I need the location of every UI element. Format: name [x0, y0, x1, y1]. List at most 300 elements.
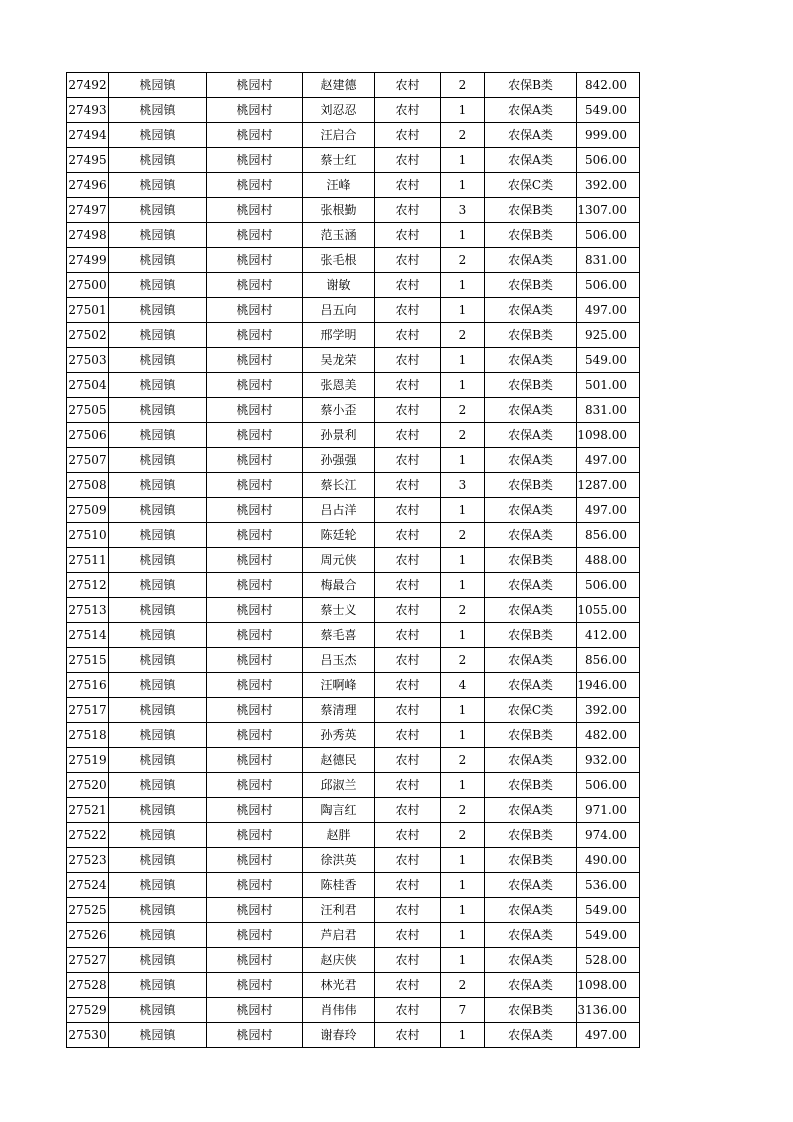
table-row — [67, 948, 640, 973]
cell-type: 农村 — [375, 973, 441, 998]
cell-type: 农村 — [375, 748, 441, 773]
cell-name: 周元侠 — [303, 548, 375, 573]
table-row — [67, 198, 640, 223]
cell-count: 1 — [441, 98, 485, 123]
cell-amount: 488.00 — [577, 548, 640, 573]
cell-town: 桃园镇 — [109, 348, 207, 373]
cell-type: 农村 — [375, 698, 441, 723]
cell-type: 农村 — [375, 648, 441, 673]
table-row — [67, 423, 640, 448]
cell-town: 桃园镇 — [109, 998, 207, 1023]
cell-village: 桃园村 — [207, 798, 303, 823]
cell-id: 27509 — [67, 498, 109, 523]
cell-name: 梅最合 — [303, 573, 375, 598]
table-row — [67, 248, 640, 273]
cell-id: 27501 — [67, 298, 109, 323]
cell-category: 农保B类 — [485, 223, 577, 248]
cell-count: 1 — [441, 723, 485, 748]
cell-name: 谢春玲 — [303, 1023, 375, 1048]
cell-id: 27528 — [67, 973, 109, 998]
cell-id: 27508 — [67, 473, 109, 498]
cell-category: 农保B类 — [485, 273, 577, 298]
cell-type: 农村 — [375, 398, 441, 423]
cell-count: 1 — [441, 223, 485, 248]
cell-type: 农村 — [375, 448, 441, 473]
cell-town: 桃园镇 — [109, 523, 207, 548]
cell-town: 桃园镇 — [109, 873, 207, 898]
cell-count: 2 — [441, 123, 485, 148]
cell-town: 桃园镇 — [109, 723, 207, 748]
cell-village: 桃园村 — [207, 473, 303, 498]
cell-name: 邱淑兰 — [303, 773, 375, 798]
cell-id: 27518 — [67, 723, 109, 748]
cell-town: 桃园镇 — [109, 273, 207, 298]
cell-name: 孙秀英 — [303, 723, 375, 748]
cell-name: 孙强强 — [303, 448, 375, 473]
table-row — [67, 273, 640, 298]
cell-count: 3 — [441, 198, 485, 223]
cell-id: 27502 — [67, 323, 109, 348]
cell-name: 汪峰 — [303, 173, 375, 198]
cell-id: 27514 — [67, 623, 109, 648]
cell-name: 陈廷轮 — [303, 523, 375, 548]
cell-id: 27517 — [67, 698, 109, 723]
cell-type: 农村 — [375, 198, 441, 223]
cell-type: 农村 — [375, 598, 441, 623]
cell-town: 桃园镇 — [109, 973, 207, 998]
cell-name: 陈桂香 — [303, 873, 375, 898]
cell-amount: 856.00 — [577, 648, 640, 673]
cell-town: 桃园镇 — [109, 623, 207, 648]
cell-id: 27510 — [67, 523, 109, 548]
cell-count: 1 — [441, 448, 485, 473]
cell-village: 桃园村 — [207, 548, 303, 573]
cell-count: 2 — [441, 423, 485, 448]
cell-category: 农保A类 — [485, 448, 577, 473]
cell-type: 农村 — [375, 323, 441, 348]
cell-name: 吕玉杰 — [303, 648, 375, 673]
cell-type: 农村 — [375, 998, 441, 1023]
table-row — [67, 548, 640, 573]
cell-name: 赵胖 — [303, 823, 375, 848]
cell-count: 2 — [441, 248, 485, 273]
cell-village: 桃园村 — [207, 848, 303, 873]
table-row — [67, 748, 640, 773]
cell-id: 27521 — [67, 798, 109, 823]
cell-category: 农保A类 — [485, 298, 577, 323]
cell-count: 1 — [441, 548, 485, 573]
table-row — [67, 623, 640, 648]
table-row — [67, 473, 640, 498]
cell-village: 桃园村 — [207, 823, 303, 848]
cell-village: 桃园村 — [207, 298, 303, 323]
cell-count: 3 — [441, 473, 485, 498]
cell-category: 农保A类 — [485, 648, 577, 673]
cell-id: 27496 — [67, 173, 109, 198]
cell-amount: 971.00 — [577, 798, 640, 823]
cell-type: 农村 — [375, 623, 441, 648]
cell-id: 27504 — [67, 373, 109, 398]
cell-amount: 506.00 — [577, 273, 640, 298]
cell-amount: 412.00 — [577, 623, 640, 648]
cell-count: 1 — [441, 923, 485, 948]
table-row — [67, 848, 640, 873]
cell-amount: 999.00 — [577, 123, 640, 148]
cell-amount: 831.00 — [577, 398, 640, 423]
cell-count: 1 — [441, 498, 485, 523]
cell-name: 张根勤 — [303, 198, 375, 223]
cell-amount: 1098.00 — [577, 973, 640, 998]
cell-village: 桃园村 — [207, 448, 303, 473]
cell-id: 27495 — [67, 148, 109, 173]
cell-type: 农村 — [375, 798, 441, 823]
cell-name: 吕五向 — [303, 298, 375, 323]
cell-name: 谢敏 — [303, 273, 375, 298]
cell-amount: 3136.00 — [577, 998, 640, 1023]
cell-count: 1 — [441, 848, 485, 873]
cell-id: 27529 — [67, 998, 109, 1023]
cell-amount: 549.00 — [577, 923, 640, 948]
cell-amount: 506.00 — [577, 148, 640, 173]
cell-category: 农保B类 — [485, 198, 577, 223]
cell-count: 2 — [441, 648, 485, 673]
cell-name: 肖伟伟 — [303, 998, 375, 1023]
cell-amount: 1287.00 — [577, 473, 640, 498]
table-row — [67, 173, 640, 198]
cell-amount: 497.00 — [577, 448, 640, 473]
cell-village: 桃园村 — [207, 998, 303, 1023]
cell-name: 汪啊峰 — [303, 673, 375, 698]
cell-category: 农保A类 — [485, 398, 577, 423]
cell-type: 农村 — [375, 298, 441, 323]
table-row — [67, 798, 640, 823]
cell-category: 农保A类 — [485, 923, 577, 948]
cell-village: 桃园村 — [207, 648, 303, 673]
cell-town: 桃园镇 — [109, 448, 207, 473]
cell-amount: 549.00 — [577, 98, 640, 123]
cell-category: 农保A类 — [485, 598, 577, 623]
cell-category: 农保B类 — [485, 548, 577, 573]
cell-count: 2 — [441, 523, 485, 548]
cell-town: 桃园镇 — [109, 598, 207, 623]
cell-town: 桃园镇 — [109, 398, 207, 423]
cell-count: 2 — [441, 598, 485, 623]
cell-amount: 974.00 — [577, 823, 640, 848]
cell-town: 桃园镇 — [109, 798, 207, 823]
cell-type: 农村 — [375, 573, 441, 598]
cell-category: 农保A类 — [485, 123, 577, 148]
cell-category: 农保A类 — [485, 98, 577, 123]
cell-type: 农村 — [375, 848, 441, 873]
cell-category: 农保C类 — [485, 173, 577, 198]
cell-id: 27507 — [67, 448, 109, 473]
cell-type: 农村 — [375, 248, 441, 273]
cell-category: 农保C类 — [485, 698, 577, 723]
records-table — [66, 72, 640, 1048]
table-row — [67, 973, 640, 998]
cell-category: 农保A类 — [485, 798, 577, 823]
cell-category: 农保A类 — [485, 748, 577, 773]
cell-type: 农村 — [375, 173, 441, 198]
cell-name: 邢学明 — [303, 323, 375, 348]
cell-village: 桃园村 — [207, 673, 303, 698]
cell-town: 桃园镇 — [109, 773, 207, 798]
cell-id: 27530 — [67, 1023, 109, 1048]
table-row — [67, 373, 640, 398]
table-row — [67, 873, 640, 898]
cell-village: 桃园村 — [207, 323, 303, 348]
table-row — [67, 323, 640, 348]
cell-village: 桃园村 — [207, 173, 303, 198]
cell-town: 桃园镇 — [109, 173, 207, 198]
cell-amount: 842.00 — [577, 73, 640, 98]
cell-type: 农村 — [375, 273, 441, 298]
cell-amount: 1098.00 — [577, 423, 640, 448]
table-row — [67, 498, 640, 523]
cell-count: 1 — [441, 373, 485, 398]
cell-village: 桃园村 — [207, 523, 303, 548]
cell-amount: 497.00 — [577, 1023, 640, 1048]
cell-name: 蔡长江 — [303, 473, 375, 498]
cell-name: 张毛根 — [303, 248, 375, 273]
cell-amount: 932.00 — [577, 748, 640, 773]
cell-count: 1 — [441, 873, 485, 898]
cell-name: 芦启君 — [303, 923, 375, 948]
cell-category: 农保A类 — [485, 973, 577, 998]
cell-category: 农保B类 — [485, 73, 577, 98]
cell-category: 农保B类 — [485, 723, 577, 748]
cell-category: 农保A类 — [485, 248, 577, 273]
cell-village: 桃园村 — [207, 423, 303, 448]
cell-town: 桃园镇 — [109, 823, 207, 848]
cell-town: 桃园镇 — [109, 498, 207, 523]
cell-category: 农保A类 — [485, 948, 577, 973]
cell-village: 桃园村 — [207, 273, 303, 298]
cell-type: 农村 — [375, 373, 441, 398]
cell-amount: 490.00 — [577, 848, 640, 873]
cell-type: 农村 — [375, 348, 441, 373]
cell-id: 27519 — [67, 748, 109, 773]
cell-category: 农保B类 — [485, 823, 577, 848]
table-row — [67, 723, 640, 748]
cell-type: 农村 — [375, 473, 441, 498]
cell-count: 2 — [441, 323, 485, 348]
cell-type: 农村 — [375, 148, 441, 173]
table-row — [67, 448, 640, 473]
cell-type: 农村 — [375, 898, 441, 923]
cell-type: 农村 — [375, 773, 441, 798]
cell-type: 农村 — [375, 1023, 441, 1048]
table-row — [67, 348, 640, 373]
cell-type: 农村 — [375, 498, 441, 523]
table-row — [67, 673, 640, 698]
cell-type: 农村 — [375, 823, 441, 848]
cell-id: 27523 — [67, 848, 109, 873]
table-row — [67, 998, 640, 1023]
cell-town: 桃园镇 — [109, 123, 207, 148]
cell-village: 桃园村 — [207, 748, 303, 773]
cell-village: 桃园村 — [207, 123, 303, 148]
records-table-body — [67, 73, 640, 1048]
cell-category: 农保B类 — [485, 473, 577, 498]
cell-category: 农保B类 — [485, 323, 577, 348]
cell-town: 桃园镇 — [109, 248, 207, 273]
cell-amount: 1307.00 — [577, 198, 640, 223]
cell-type: 农村 — [375, 98, 441, 123]
cell-count: 2 — [441, 748, 485, 773]
cell-amount: 506.00 — [577, 223, 640, 248]
cell-name: 汪利君 — [303, 898, 375, 923]
cell-amount: 506.00 — [577, 773, 640, 798]
cell-amount: 925.00 — [577, 323, 640, 348]
cell-category: 农保A类 — [485, 498, 577, 523]
cell-name: 张恩美 — [303, 373, 375, 398]
table-row — [67, 523, 640, 548]
cell-count: 1 — [441, 698, 485, 723]
cell-id: 27511 — [67, 548, 109, 573]
cell-count: 2 — [441, 973, 485, 998]
cell-amount: 501.00 — [577, 373, 640, 398]
cell-town: 桃园镇 — [109, 898, 207, 923]
cell-category: 农保A类 — [485, 523, 577, 548]
cell-name: 蔡士红 — [303, 148, 375, 173]
cell-name: 汪启合 — [303, 123, 375, 148]
cell-town: 桃园镇 — [109, 98, 207, 123]
cell-town: 桃园镇 — [109, 948, 207, 973]
cell-type: 农村 — [375, 73, 441, 98]
table-row — [67, 773, 640, 798]
cell-village: 桃园村 — [207, 73, 303, 98]
cell-type: 农村 — [375, 873, 441, 898]
cell-village: 桃园村 — [207, 598, 303, 623]
cell-amount: 831.00 — [577, 248, 640, 273]
cell-village: 桃园村 — [207, 348, 303, 373]
cell-id: 27503 — [67, 348, 109, 373]
cell-village: 桃园村 — [207, 373, 303, 398]
cell-category: 农保B类 — [485, 773, 577, 798]
cell-count: 1 — [441, 773, 485, 798]
cell-town: 桃园镇 — [109, 673, 207, 698]
cell-id: 27515 — [67, 648, 109, 673]
table-row — [67, 223, 640, 248]
cell-amount: 392.00 — [577, 698, 640, 723]
cell-type: 农村 — [375, 923, 441, 948]
cell-id: 27526 — [67, 923, 109, 948]
cell-town: 桃园镇 — [109, 223, 207, 248]
cell-category: 农保B类 — [485, 623, 577, 648]
cell-id: 27505 — [67, 398, 109, 423]
cell-amount: 482.00 — [577, 723, 640, 748]
cell-village: 桃园村 — [207, 98, 303, 123]
cell-type: 农村 — [375, 548, 441, 573]
cell-village: 桃园村 — [207, 923, 303, 948]
cell-amount: 1946.00 — [577, 673, 640, 698]
cell-town: 桃园镇 — [109, 1023, 207, 1048]
cell-town: 桃园镇 — [109, 198, 207, 223]
cell-name: 吕占洋 — [303, 498, 375, 523]
cell-amount: 528.00 — [577, 948, 640, 973]
cell-count: 1 — [441, 173, 485, 198]
cell-name: 赵德民 — [303, 748, 375, 773]
cell-count: 1 — [441, 1023, 485, 1048]
cell-count: 1 — [441, 298, 485, 323]
cell-name: 孙景利 — [303, 423, 375, 448]
cell-id: 27524 — [67, 873, 109, 898]
table-row — [67, 923, 640, 948]
cell-town: 桃园镇 — [109, 573, 207, 598]
cell-village: 桃园村 — [207, 223, 303, 248]
table-row — [67, 573, 640, 598]
cell-name: 赵建德 — [303, 73, 375, 98]
cell-amount: 497.00 — [577, 298, 640, 323]
table-row — [67, 648, 640, 673]
cell-count: 2 — [441, 73, 485, 98]
cell-count: 2 — [441, 798, 485, 823]
cell-id: 27527 — [67, 948, 109, 973]
cell-id: 27493 — [67, 98, 109, 123]
cell-id: 27525 — [67, 898, 109, 923]
cell-village: 桃园村 — [207, 873, 303, 898]
cell-name: 陶言红 — [303, 798, 375, 823]
cell-category: 农保B类 — [485, 998, 577, 1023]
cell-id: 27492 — [67, 73, 109, 98]
cell-town: 桃园镇 — [109, 923, 207, 948]
cell-count: 1 — [441, 573, 485, 598]
cell-village: 桃园村 — [207, 248, 303, 273]
cell-village: 桃园村 — [207, 148, 303, 173]
cell-town: 桃园镇 — [109, 648, 207, 673]
cell-category: 农保A类 — [485, 673, 577, 698]
cell-town: 桃园镇 — [109, 748, 207, 773]
table-row — [67, 73, 640, 98]
cell-id: 27494 — [67, 123, 109, 148]
cell-category: 农保B类 — [485, 848, 577, 873]
cell-id: 27499 — [67, 248, 109, 273]
cell-count: 1 — [441, 948, 485, 973]
cell-amount: 549.00 — [577, 348, 640, 373]
cell-type: 农村 — [375, 423, 441, 448]
cell-count: 1 — [441, 898, 485, 923]
cell-count: 1 — [441, 623, 485, 648]
cell-id: 27500 — [67, 273, 109, 298]
cell-name: 徐洪英 — [303, 848, 375, 873]
cell-town: 桃园镇 — [109, 548, 207, 573]
cell-type: 农村 — [375, 523, 441, 548]
cell-town: 桃园镇 — [109, 698, 207, 723]
cell-village: 桃园村 — [207, 198, 303, 223]
cell-town: 桃园镇 — [109, 373, 207, 398]
cell-village: 桃园村 — [207, 973, 303, 998]
table-row — [67, 298, 640, 323]
cell-amount: 549.00 — [577, 898, 640, 923]
cell-id: 27522 — [67, 823, 109, 848]
cell-name: 刘忍忍 — [303, 98, 375, 123]
cell-category: 农保A类 — [485, 423, 577, 448]
cell-category: 农保A类 — [485, 348, 577, 373]
cell-village: 桃园村 — [207, 1023, 303, 1048]
cell-id: 27520 — [67, 773, 109, 798]
cell-id: 27506 — [67, 423, 109, 448]
cell-town: 桃园镇 — [109, 848, 207, 873]
cell-amount: 392.00 — [577, 173, 640, 198]
cell-category: 农保B类 — [485, 373, 577, 398]
cell-village: 桃园村 — [207, 948, 303, 973]
cell-town: 桃园镇 — [109, 298, 207, 323]
cell-name: 蔡毛喜 — [303, 623, 375, 648]
table-row — [67, 148, 640, 173]
cell-town: 桃园镇 — [109, 423, 207, 448]
table-row — [67, 698, 640, 723]
